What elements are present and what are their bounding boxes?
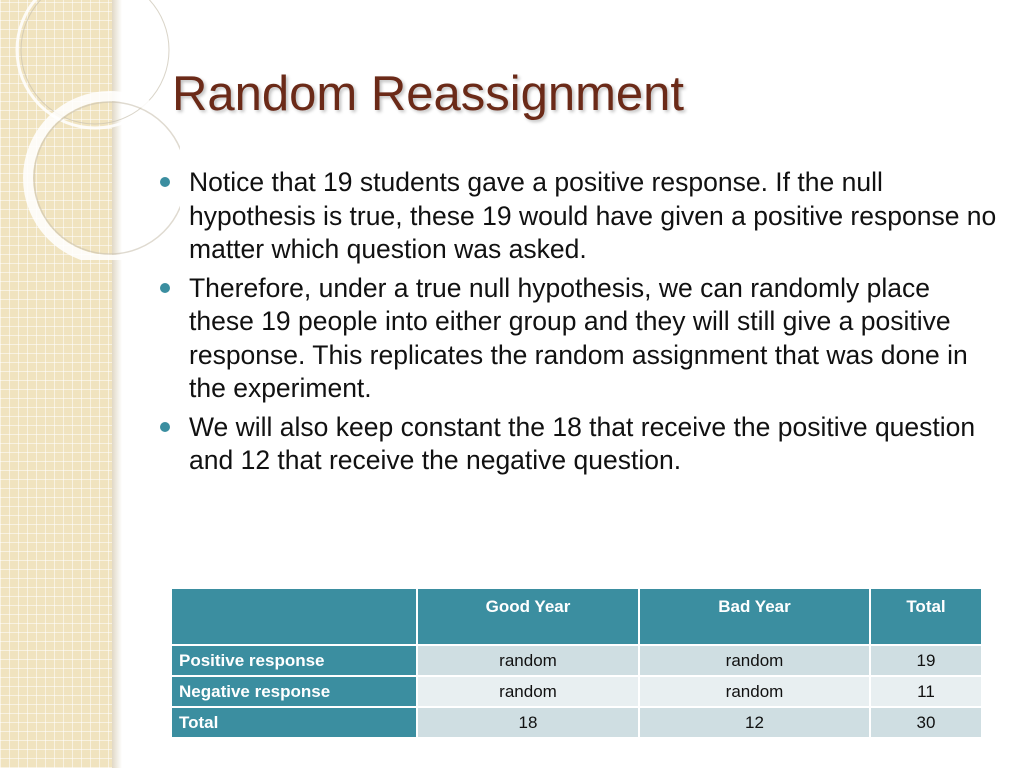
- bullet-text: Therefore, under a true null hypothesis, we can randomly place these 19 people into either group and they will still give a positive response. This replicates the random assignment that was done in the experiment.: [189, 272, 968, 403]
- bullet-dot-icon: [160, 422, 170, 432]
- bullet-item: [160, 272, 1000, 406]
- contingency-table: [170, 587, 983, 739]
- table-cell: random: [417, 676, 639, 707]
- table-cell: 12: [639, 707, 870, 738]
- table-header-cell: Total: [870, 588, 982, 645]
- row-label: Positive response: [171, 645, 417, 676]
- bullet-text: Notice that 19 students gave a positive response. If the null hypothesis is true, these 19 would have given a positive response no matter which question was asked.: [189, 167, 997, 264]
- decorative-circles: [0, 0, 180, 260]
- slide-title: Random Reassignment: [172, 67, 685, 121]
- table-cell: 18: [417, 707, 639, 738]
- bullet-item: [160, 166, 1000, 267]
- bullet-list: [160, 166, 1000, 483]
- bullet-item: [160, 411, 1000, 478]
- bullet-dot-icon: [160, 283, 170, 293]
- table-row: [171, 676, 982, 707]
- table-row: [171, 645, 982, 676]
- table-cell: random: [639, 676, 870, 707]
- table-cell: 30: [870, 707, 982, 738]
- table-header-cell: Bad Year: [639, 588, 870, 645]
- table-cell: 11: [870, 676, 982, 707]
- bullet-text: We will also keep constant the 18 that receive the positive question and 12 that receive the negative question.: [189, 411, 976, 475]
- table-header-row: [171, 588, 982, 645]
- table-cell: random: [639, 645, 870, 676]
- table-header-cell: [171, 588, 417, 645]
- table-row: [171, 707, 982, 738]
- row-label: Total: [171, 707, 417, 738]
- table-cell: 19: [870, 645, 982, 676]
- table-cell: random: [417, 645, 639, 676]
- bullet-dot-icon: [160, 177, 170, 187]
- table-header-cell: Good Year: [417, 588, 639, 645]
- row-label: Negative response: [171, 676, 417, 707]
